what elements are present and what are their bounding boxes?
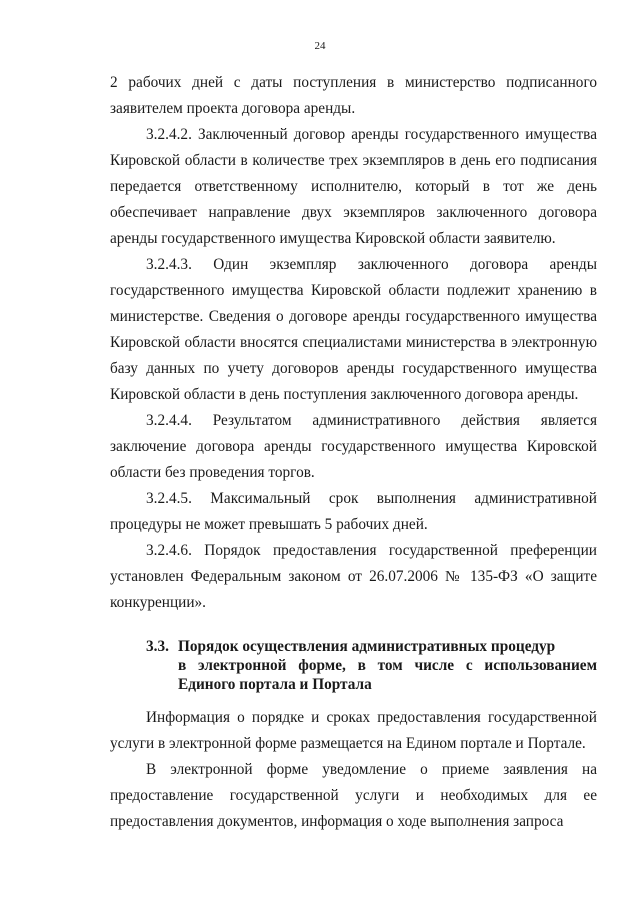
body-text-bottom	[110, 705, 597, 835]
paragraph: 3.2.4.6. Порядок предоставления государственной преференции установлен Федеральным законом от 26.07.2006 № 135-ФЗ «О защите конкуренции».	[110, 542, 597, 611]
paragraph: 3.2.4.3. Один экземпляр заключенного договора аренды государственного имущества Кировской области подлежит хранению в министерстве. Сведения о договоре аренды государственного имущества Кировской области вносятся специалистами министерства в электронную базу данных по учету договоров аренды государственного имущества Кировской области в день поступления заключенного договора аренды.	[110, 256, 597, 403]
paragraph: Информация о порядке и сроках предоставления государственной услуги в электронной форме размещается на Едином портале и Портале.	[110, 709, 597, 752]
paragraph: В электронной форме уведомление о приеме заявления на предоставление государственной услуги и необходимых для ее предоставления документов, информация о ходе выполнения запроса	[110, 761, 597, 830]
page-number: 24	[314, 40, 326, 52]
paragraph: 3.2.4.2. Заключенный договор аренды государственного имущества Кировской области в количестве трех экземпляров в день его подписания передается ответственному исполнителю, который в тот же день обеспечивает направление двух экземпляров заключенного договора аренды государственного имущества Кировской области заявителю.	[110, 126, 597, 247]
section-title-line1: Порядок осуществления административных процедур	[178, 638, 556, 655]
paragraph: 3.2.4.4. Результатом административного действия является заключение договора аренды государственного имущества Кировской области без проведения торгов.	[110, 412, 597, 481]
section-number: 3.3.	[146, 638, 169, 655]
section-heading	[146, 637, 597, 694]
paragraph: 2 рабочих дней с даты поступления в министерство подписанного заявителем проекта договора аренды.	[110, 74, 597, 117]
body-text-top	[110, 70, 597, 616]
section-title-rest: в электронной форме, в том числе с использованием Единого портала и Портала	[178, 657, 597, 693]
paragraph: 3.2.4.5. Максимальный срок выполнения административной процедуры не может превышать 5 рабочих дней.	[110, 490, 597, 533]
